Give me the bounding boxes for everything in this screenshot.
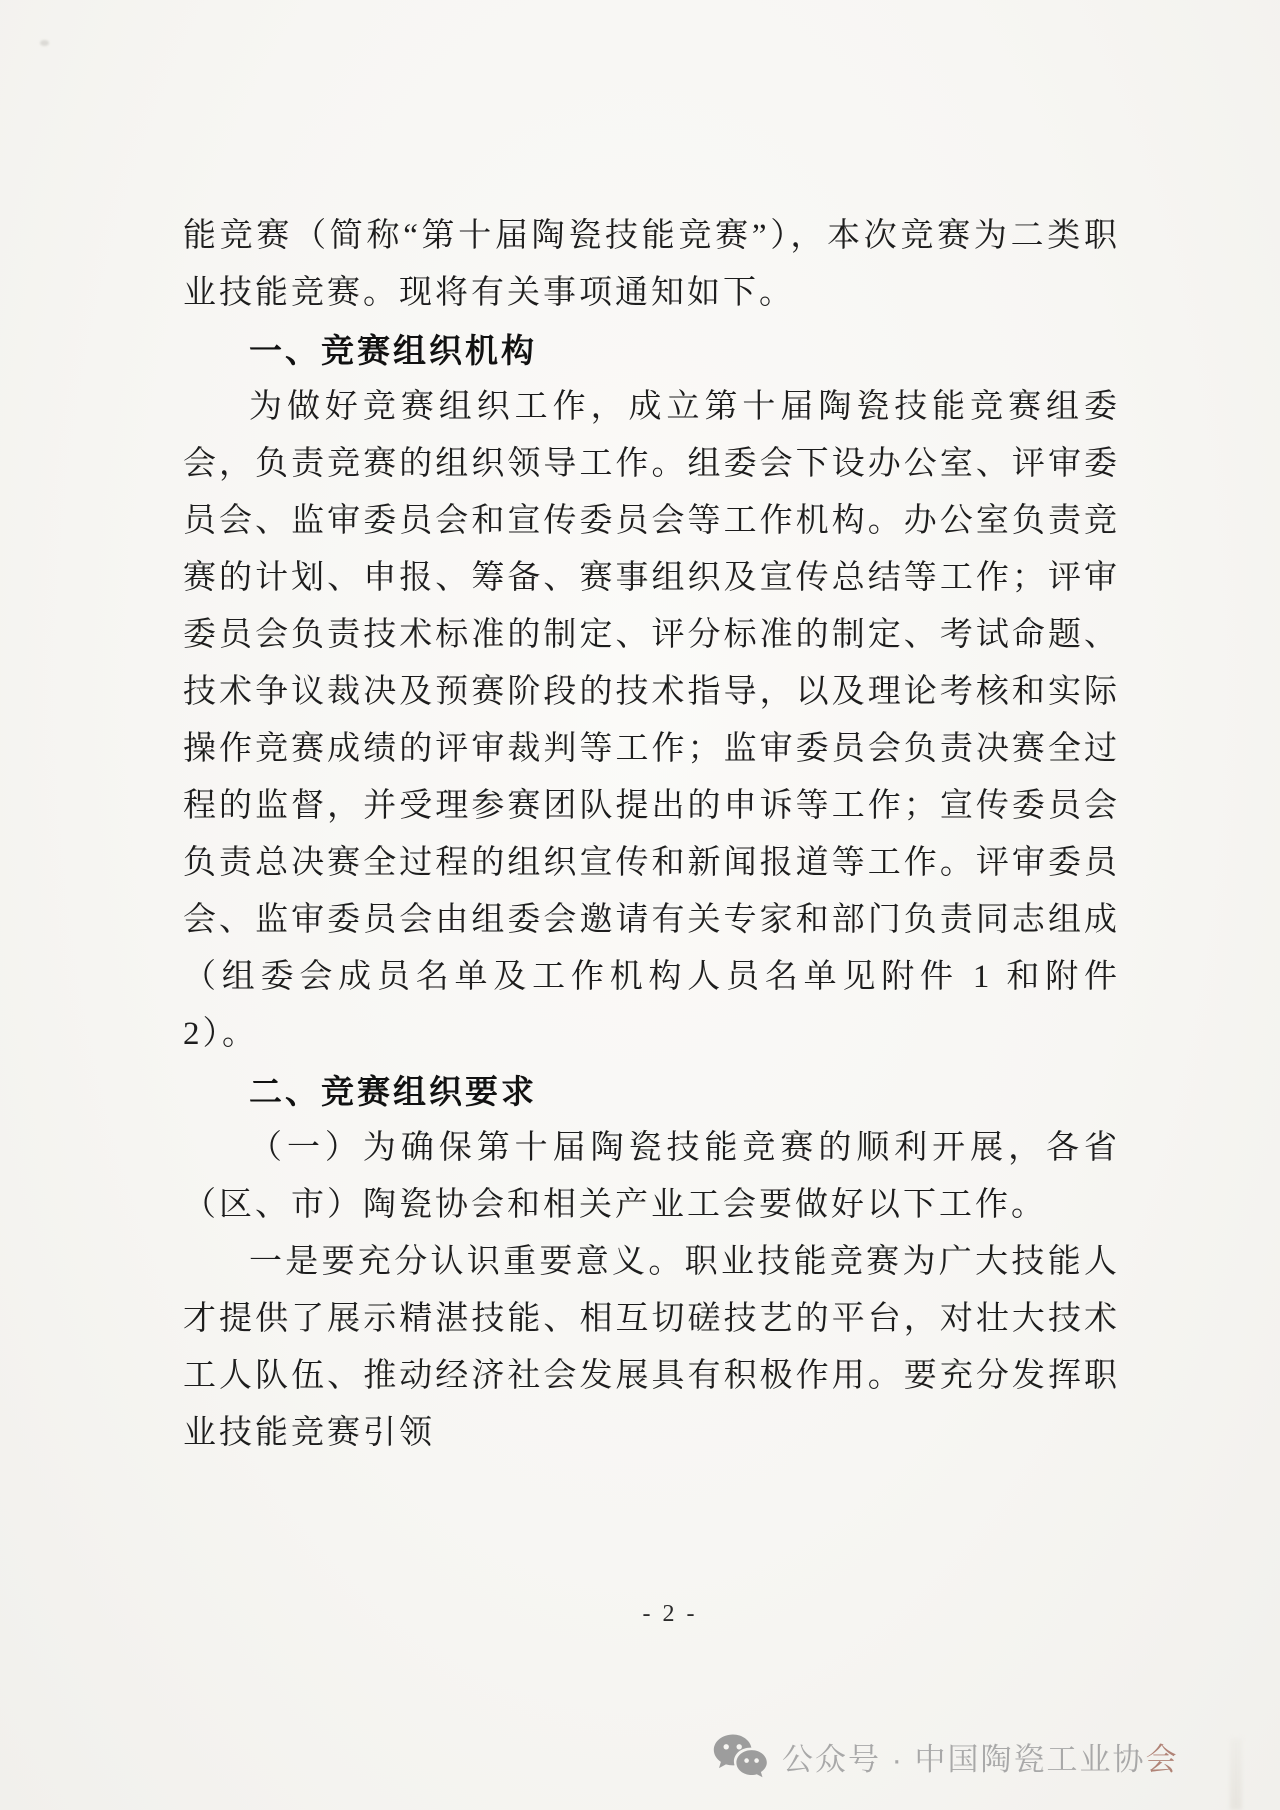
section-heading-1: 一、竞赛组织机构 xyxy=(249,332,537,369)
wechat-watermark xyxy=(712,1732,1179,1780)
wechat-icon xyxy=(712,1732,768,1780)
page-number: - 2 - xyxy=(642,1601,698,1627)
document-body xyxy=(183,208,1120,1462)
paragraph-significance: 一是要充分认识重要意义。职业技能竞赛为广大技能人才提供了展示精湛技能、相互切磋技艺的平台，对壮大技术工人队伍、推动经济社会发展具有积极作用。要充分发挥职业技能竞赛引领 xyxy=(183,1244,1120,1451)
scan-artifact-speck xyxy=(40,40,49,46)
paragraph-continuation: 能竞赛（简称“第十届陶瓷技能竞赛”），本次竞赛为二类职业技能竞赛。现将有关事项通知如下。 xyxy=(183,218,1120,311)
scan-artifact-streak xyxy=(1230,1738,1242,1810)
watermark-text: 公众号 · 中国陶瓷工业协 xyxy=(782,1741,1146,1777)
watermark-text-accent: 会 xyxy=(1145,1741,1179,1777)
paragraph-organization: 为做好竞赛组织工作，成立第十届陶瓷技能竞赛组委会，负责竞赛的组织领导工作。组委会下设办公室、评审委员会、监审委员会和宣传委员会等工作机构。办公室负责竞赛的计划、申报、筹备、赛事组织及宣传总结等工作；评审委员会负责技术标准的制定、评分标准的制定、考试命题、技术争议裁决及预赛阶段的技术指导，以及理论考核和实际操作竞赛成绩的评审裁判等工作；监审委员会负责决赛全过程的监督，并受理参赛团队提出的申诉等工作；宣传委员会负责总决赛全过程的组织宣传和新闻报道等工作。评审委员会、监审委员会由组委会邀请有关专家和部门负责同志组成（组委会成员名单及工作机构人员名单见附件 1 和附件 2）。 xyxy=(183,389,1120,1052)
paragraph-requirement-intro: （一）为确保第十届陶瓷技能竞赛的顺利开展，各省（区、市）陶瓷协会和相关产业工会要做好以下工作。 xyxy=(183,1130,1120,1223)
watermark-label xyxy=(782,1734,1179,1779)
section-heading-2: 二、竞赛组织要求 xyxy=(249,1073,537,1110)
